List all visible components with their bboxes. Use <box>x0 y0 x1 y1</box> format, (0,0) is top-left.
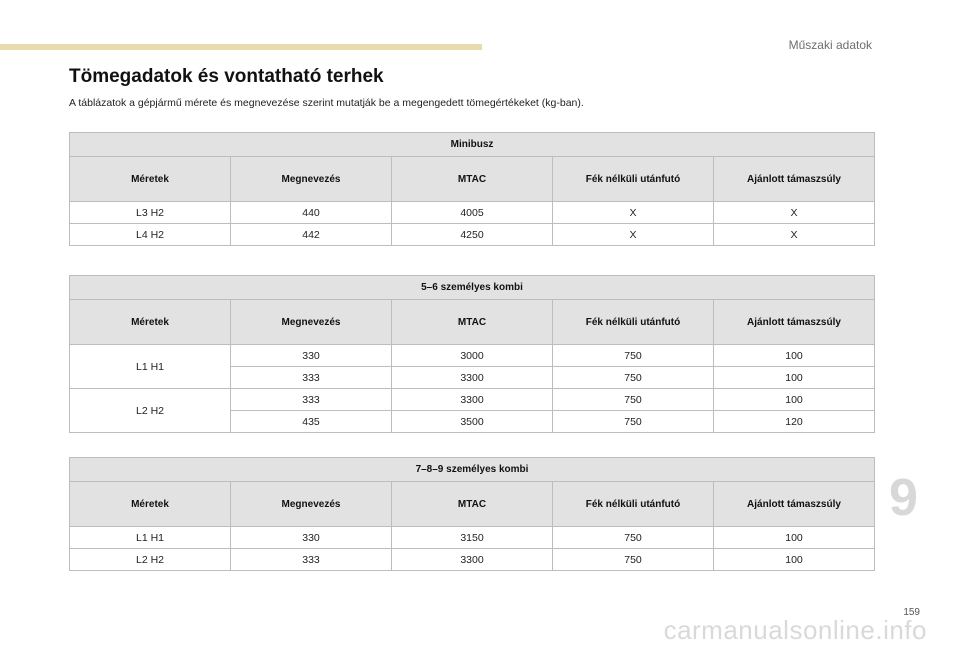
table-cell: L3 H2 <box>70 202 231 224</box>
combi-5-6-table <box>69 275 875 433</box>
table-cell: X <box>714 202 875 224</box>
chapter-number: 9 <box>889 469 918 527</box>
table-cell: X <box>553 224 714 246</box>
column-header: Fék nélküli utánfutó <box>553 300 714 345</box>
table-row <box>70 224 875 246</box>
size-cell: L2 H2 <box>70 389 231 433</box>
table-cell: 4005 <box>392 202 553 224</box>
table-group-header: 7–8–9 személyes kombi <box>70 458 875 482</box>
table-cell: 442 <box>231 224 392 246</box>
table-row <box>70 202 875 224</box>
column-header: Méretek <box>70 157 231 202</box>
table-group-header: 5–6 személyes kombi <box>70 276 875 300</box>
column-header: Fék nélküli utánfutó <box>553 482 714 527</box>
table-cell: 120 <box>714 411 875 433</box>
table-cell: 3500 <box>392 411 553 433</box>
page-title: Tömegadatok és vontatható terhek <box>69 66 384 87</box>
column-header: Fék nélküli utánfutó <box>553 157 714 202</box>
table-cell: 750 <box>553 549 714 571</box>
table-cell: 750 <box>553 345 714 367</box>
table-cell: X <box>714 224 875 246</box>
column-header: Ajánlott támaszsúly <box>714 300 875 345</box>
table-cell: 3000 <box>392 345 553 367</box>
section-label: Műszaki adatok <box>788 38 872 52</box>
table-cell: 100 <box>714 389 875 411</box>
column-header: MTAC <box>392 300 553 345</box>
table-cell: 3300 <box>392 389 553 411</box>
table-row <box>70 549 875 571</box>
column-header: MTAC <box>392 157 553 202</box>
column-header: Megnevezés <box>231 157 392 202</box>
table-group-header: Minibusz <box>70 133 875 157</box>
table-row <box>70 345 875 367</box>
table-cell: X <box>553 202 714 224</box>
table-cell: 330 <box>231 527 392 549</box>
table-cell: 3300 <box>392 549 553 571</box>
table-cell: 750 <box>553 411 714 433</box>
column-header: Megnevezés <box>231 482 392 527</box>
column-header: Méretek <box>70 482 231 527</box>
table-cell: L1 H1 <box>70 527 231 549</box>
table-cell: 440 <box>231 202 392 224</box>
table-cell: 100 <box>714 527 875 549</box>
table-cell: 4250 <box>392 224 553 246</box>
table-cell: 3300 <box>392 367 553 389</box>
table-cell: 750 <box>553 367 714 389</box>
table-cell: 333 <box>231 389 392 411</box>
column-header: Méretek <box>70 300 231 345</box>
column-header: Ajánlott támaszsúly <box>714 157 875 202</box>
table-cell: 100 <box>714 345 875 367</box>
watermark: carmanualsonline.info <box>663 615 927 645</box>
header-accent-bar <box>0 44 482 50</box>
minibus-table <box>69 132 875 246</box>
table-cell: L2 H2 <box>70 549 231 571</box>
table-cell: L4 H2 <box>70 224 231 246</box>
table-row <box>70 527 875 549</box>
column-header: Megnevezés <box>231 300 392 345</box>
table-cell: 330 <box>231 345 392 367</box>
page-number: 159 <box>903 607 920 618</box>
size-cell: L1 H1 <box>70 345 231 389</box>
table-cell: 333 <box>231 367 392 389</box>
table-cell: 100 <box>714 549 875 571</box>
combi-7-8-9-table <box>69 457 875 571</box>
intro-text: A táblázatok a gépjármű mérete és megnevezése szerint mutatják be a megengedett tömegértékeket (kg-ban). <box>69 97 584 109</box>
table-cell: 333 <box>231 549 392 571</box>
table-cell: 100 <box>714 367 875 389</box>
table-row <box>70 389 875 411</box>
column-header: MTAC <box>392 482 553 527</box>
column-header: Ajánlott támaszsúly <box>714 482 875 527</box>
table-cell: 3150 <box>392 527 553 549</box>
table-cell: 435 <box>231 411 392 433</box>
table-cell: 750 <box>553 527 714 549</box>
table-cell: 750 <box>553 389 714 411</box>
